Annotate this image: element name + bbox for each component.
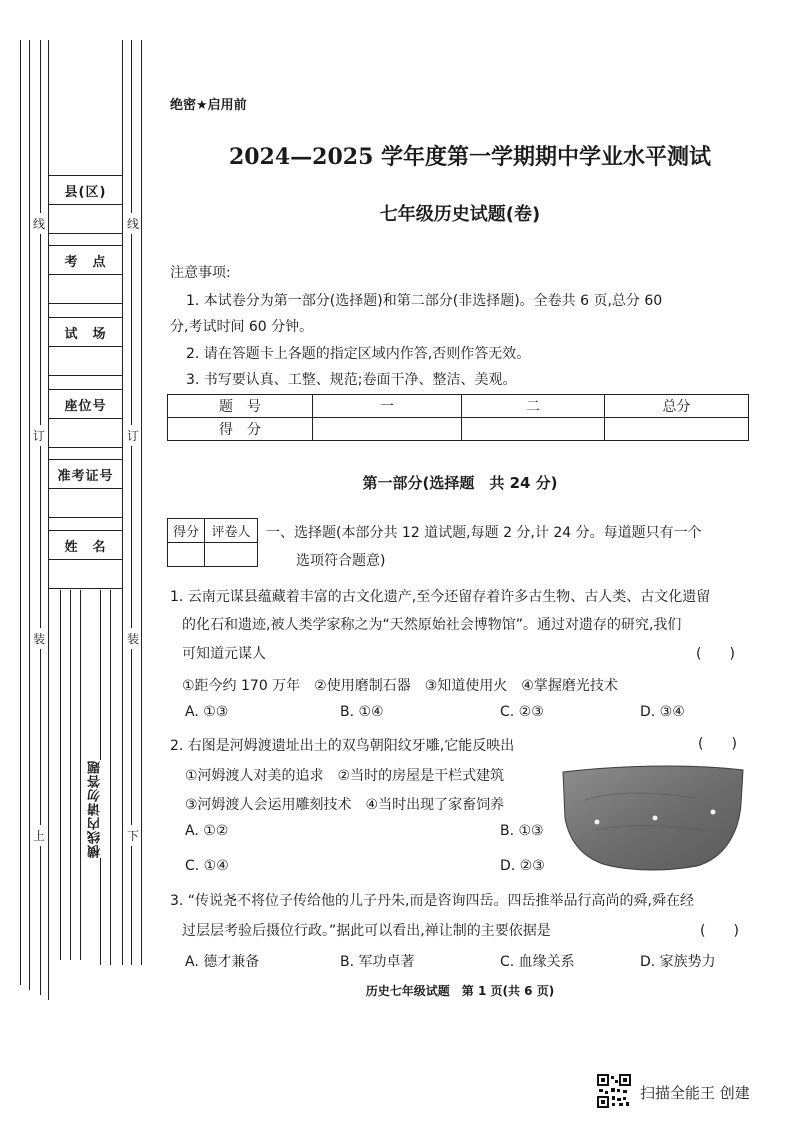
q2-answer-paren[interactable]: ( ) — [698, 736, 737, 752]
mark-xian-left: 线 — [33, 213, 45, 234]
q1-line-2: 的化石和遗迹,被人类学家称之为“天然原始社会博物馆”。通过对遗存的研究,我们 — [182, 617, 682, 633]
grader-name-cell[interactable] — [205, 543, 258, 567]
score-table — [167, 394, 749, 441]
field-exam-room-label: 试 场 — [49, 318, 122, 347]
grader-table — [167, 518, 258, 567]
field-seat-number[interactable] — [48, 389, 123, 448]
exam-title: 2024—2025 学年度第一学期期中学业水平测试 — [228, 144, 712, 170]
grader-name-label: 评卷人 — [205, 519, 258, 543]
field-name-label: 姓 名 — [49, 531, 122, 560]
q1-line-1: 1. 云南元谋县蕴藏着丰富的古文化遗产,至今还留存着许多古生物、古人类、古文化遗留 — [170, 589, 711, 605]
exam-subtitle: 七年级历史试题(卷) — [379, 204, 541, 225]
mark-ding-left: 订 — [33, 425, 45, 446]
q3-option-b: B. 军功卓著 — [340, 954, 415, 970]
q3-option-a: A. 德才兼备 — [185, 954, 260, 970]
notes-heading: 注意事项: — [170, 265, 231, 281]
section-instructions: 一、选择题(本部分共 12 道试题,每题 2 分,计 24 分。每道题只有一个 — [266, 525, 702, 541]
mark-xian-right: 线 — [127, 213, 139, 234]
q2-option-c: C. ①④ — [185, 858, 229, 874]
q3-line-1: 3. “传说尧不将位子传给他的儿子丹朱,而是咨询四岳。四岳推举品行高尚的舜,舜在经 — [170, 893, 694, 909]
q2-statement-2: ③河姆渡人会运用雕刻技术 ④当时出现了家畜饲养 — [185, 797, 505, 813]
note-2: 2. 请在答题卡上各题的指定区域内作答,否则作答无效。 — [186, 346, 531, 362]
q3-line-2: 过层层考验后摄位行政。”据此可以看出,禅让制的主要依据是 — [182, 923, 551, 939]
field-exam-room[interactable] — [48, 317, 123, 376]
field-county-label: 县(区) — [49, 176, 122, 205]
field-seat-number-label: 座位号 — [49, 390, 122, 419]
note-1: 1. 本试卷分为第一部分(选择题)和第二部分(非选择题)。全卷共 6 页,总分 60 — [186, 293, 663, 309]
note-1-cont: 分,考试时间 60 分钟。 — [170, 319, 314, 335]
score-cell-part2[interactable] — [462, 418, 605, 441]
qr-code-icon — [597, 1074, 631, 1108]
score-cell-total[interactable] — [605, 418, 749, 441]
mark-shang: 上 — [33, 825, 45, 846]
ivory-carving-image — [555, 760, 750, 875]
field-county[interactable] — [48, 175, 123, 234]
grader-score-label: 得分 — [168, 519, 205, 543]
score-cell-part1[interactable] — [313, 418, 462, 441]
score-row-label: 得 分 — [168, 418, 313, 441]
confidential-label: 绝密★启用前 — [170, 98, 247, 113]
score-header-total: 总分 — [605, 395, 749, 418]
score-header-part2: 二 — [462, 395, 605, 418]
q1-option-c: C. ②③ — [500, 704, 544, 720]
field-exam-site[interactable] — [48, 245, 123, 304]
field-admission-number[interactable] — [48, 459, 123, 518]
score-header-label: 题 号 — [168, 395, 313, 418]
grader-score-cell[interactable] — [168, 543, 205, 567]
mark-zhuang-right: 装 — [127, 628, 139, 649]
q1-statements: ①距今约 170 万年 ②使用磨制石器 ③知道使用火 ④掌握磨光技术 — [182, 678, 618, 694]
field-name[interactable] — [48, 530, 123, 589]
no-answer-notice: 横线内请勿答题 — [88, 760, 103, 858]
q1-line-3: 可知道元谋人 — [182, 646, 266, 662]
score-header-part1: 一 — [313, 395, 462, 418]
q2-option-b: B. ①③ — [500, 823, 544, 839]
q3-option-c: C. 血缘关系 — [500, 954, 575, 970]
page-footer: 历史七年级试题 第 1 页(共 6 页) — [365, 984, 555, 998]
q1-option-a: A. ①③ — [185, 704, 229, 720]
scanner-watermark: 扫描全能王 创建 — [640, 1084, 750, 1102]
q3-option-d: D. 家族势力 — [640, 954, 716, 970]
mark-xia: 下 — [127, 825, 139, 846]
q1-option-d: D. ③④ — [640, 704, 685, 720]
mark-zhuang-left: 装 — [33, 628, 45, 649]
q2-line-1: 2. 右图是河姆渡遗址出土的双鸟朝阳纹牙雕,它能反映出 — [170, 738, 515, 754]
q2-statement-1: ①河姆渡人对美的追求 ②当时的房屋是干栏式建筑 — [185, 768, 505, 784]
part1-title: 第一部分(选择题 共 24 分) — [362, 474, 558, 492]
field-exam-site-label: 考 点 — [49, 246, 122, 275]
note-3: 3. 书写要认真、工整、规范;卷面干净、整洁、美观。 — [186, 372, 517, 388]
mark-ding-right: 订 — [127, 425, 139, 446]
q3-answer-paren[interactable]: ( ) — [700, 923, 739, 939]
q2-option-a: A. ①② — [185, 823, 229, 839]
q2-option-d: D. ②③ — [500, 858, 545, 874]
q1-option-b: B. ①④ — [340, 704, 384, 720]
field-admission-number-label: 准考证号 — [49, 460, 122, 489]
q1-answer-paren[interactable]: ( ) — [696, 646, 735, 662]
section-instructions-cont: 选项符合题意) — [296, 553, 386, 569]
